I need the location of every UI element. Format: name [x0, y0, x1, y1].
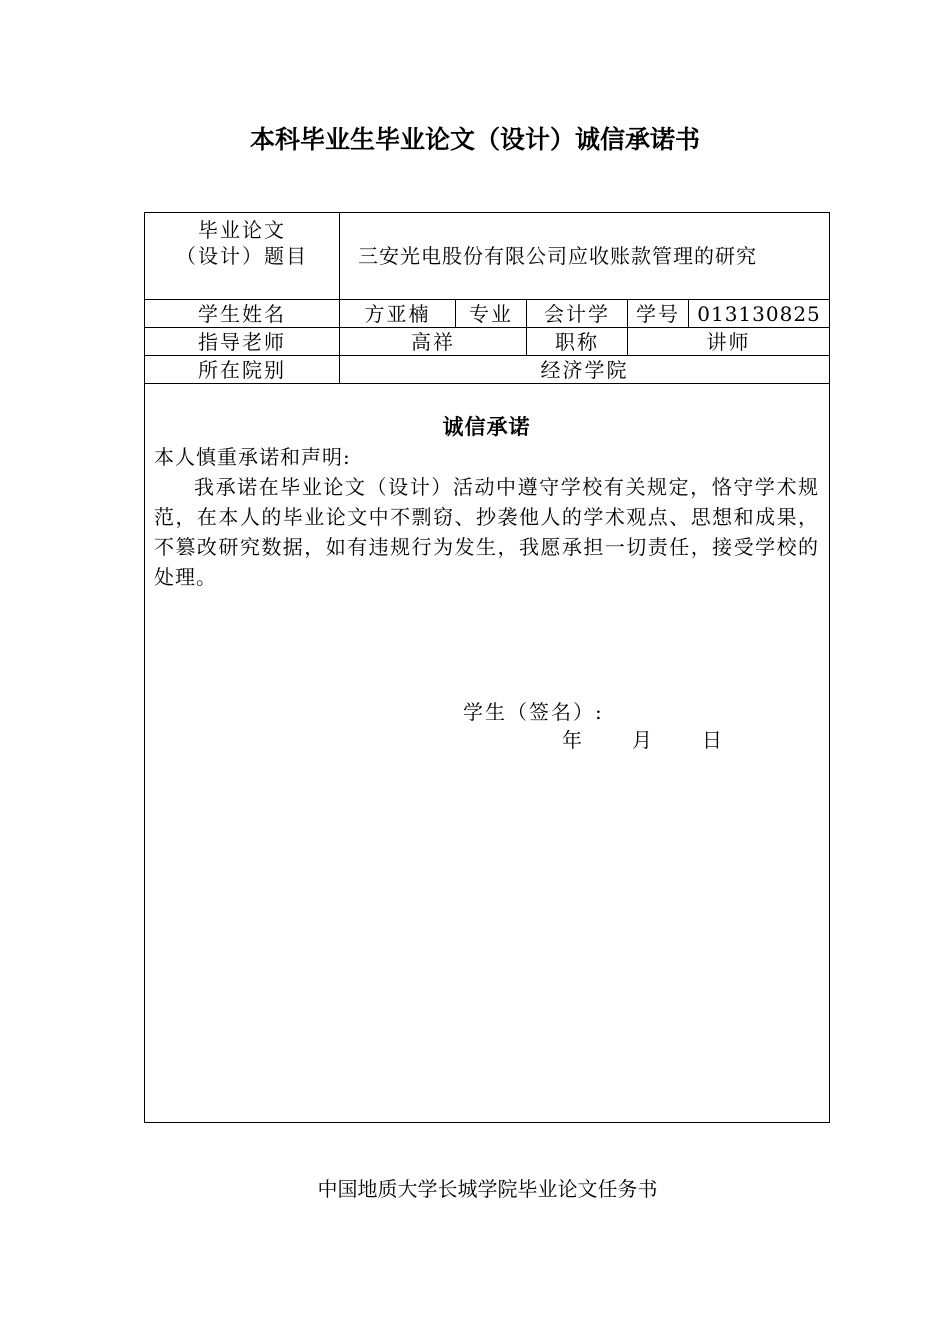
pledge-body: 我承诺在毕业论文（设计）活动中遵守学校有关规定，恪守学术规范，在本人的毕业论文中不剽窃、抄袭他人的学术观点、思想和成果，不篡改研究数据，如有违规行为发生，我愿承担一切责任，接受学校的处理。	[154, 475, 820, 589]
student-name-value: 方亚楠	[340, 300, 456, 328]
pledge-intro: 本人慎重承诺和声明:	[154, 445, 351, 469]
signature-label: 学生（签名）:	[463, 700, 604, 724]
document-title: 本科毕业生毕业论文（设计）诚信承诺书	[249, 125, 700, 154]
title-value: 讲师	[628, 328, 830, 356]
pledge-row	[145, 384, 830, 1123]
student-name-label: 学生姓名	[145, 300, 340, 328]
month-label: 月	[632, 728, 652, 752]
major-value: 会计学	[527, 300, 628, 328]
pledge-cell	[145, 384, 830, 1123]
pledge-form-table	[144, 212, 830, 1123]
date-line	[154, 726, 819, 754]
topic-label-line2: （设计）题目	[176, 244, 308, 268]
student-id-label: 学号	[628, 300, 689, 328]
advisor-label: 指导老师	[145, 328, 340, 356]
department-value: 经济学院	[340, 356, 830, 384]
title-label: 职称	[527, 328, 628, 356]
topic-label-cell	[145, 213, 340, 300]
advisor-row	[145, 328, 830, 356]
day-label: 日	[702, 728, 722, 752]
topic-label-line1: 毕业论文	[198, 218, 286, 242]
department-label: 所在院别	[145, 356, 340, 384]
major-label: 专业	[456, 300, 527, 328]
student-row	[145, 300, 830, 328]
year-label: 年	[562, 728, 582, 752]
footer-title: 中国地质大学长城学院毕业论文任务书	[317, 1177, 658, 1201]
topic-row	[145, 213, 830, 300]
pledge-heading: 诚信承诺	[442, 415, 531, 439]
department-row	[145, 356, 830, 384]
advisor-value: 高祥	[340, 328, 527, 356]
student-id-value: 013130825	[689, 300, 830, 328]
topic-value: 三安光电股份有限公司应收账款管理的研究	[340, 213, 830, 300]
